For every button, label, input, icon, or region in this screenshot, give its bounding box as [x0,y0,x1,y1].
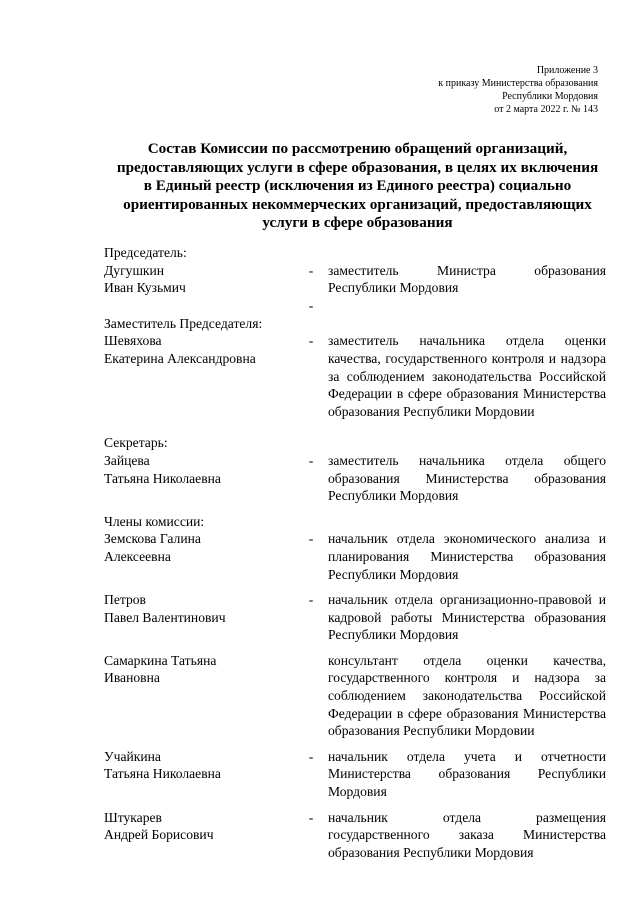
member-name-line: Штукарев [104,809,162,825]
member-position: начальник отдела размещения государственного заказа Министерства образования Республики Мордовия [328,809,606,860]
member-name [104,652,294,687]
document-title [100,140,615,233]
member-surname: Дугушкин [104,262,165,278]
member-name [104,332,294,367]
title-line: услуги в сфере образования [262,214,453,231]
member-position: заместитель Министра образования Республики Мордовия [328,262,606,296]
separator-dash: - [308,333,314,349]
member-given-names: Иван Кузьмич [104,280,186,296]
member-given-names: Екатерина Александровна [104,350,256,366]
chairman-heading: Председатель: [104,245,187,260]
member-name [104,530,294,565]
title-line: ориентированных некоммерческих организаций, предоставляющих [123,195,592,213]
member-name [104,591,294,626]
members-heading: Члены комиссии: [104,513,205,529]
appendix-number: Приложение 3 [536,65,598,76]
member-given-names: Татьяна Николаевна [104,470,221,486]
commission-member [104,652,608,740]
separator-dash: - [308,809,314,825]
appendix-date: от 2 марта 2022 г. № 143 [494,104,598,115]
separator-dash: - [308,297,314,313]
title-line: предоставляющих услуги в сфере образования, в целях их включения [116,158,599,176]
deputy-heading: Заместитель Председателя: [104,315,263,331]
appendix-republic: Республики Мордовия [502,91,598,102]
member-position: начальник отдела организационно-правовой и кадровой работы Министерства образования Республики Мордовия [328,592,606,643]
separator-dash: - [308,531,314,547]
member-name-line: Ивановна [104,670,160,686]
deputy-entry [104,332,608,420]
member-name [104,748,294,783]
member-name-line: Павел Валентинович [104,609,226,625]
member-name-line: Земскова Галина [104,531,201,547]
member-surname: Зайцева [104,452,150,468]
chairman-entry [104,262,608,297]
member-position: консультант отдела оценки качества, государственного контроля и надзора за соблюдением законодательства Российской Федерации в сфере образования Министерства образования Республики Мордовии [328,652,606,739]
appendix-order-ref: к приказу Министерства образования [438,78,598,89]
separator-dash: - [308,592,314,608]
member-name [104,809,294,844]
member-position: начальник отдела учета и отчетности Министерства образования Республики Мордовия [328,748,606,800]
member-position: заместитель начальника отдела оценки качества, государственного контроля и надзора за соблюдением законодательства Российской Федерации в сфере образования Министерства образования Республики Мордовии [328,333,606,419]
member-name-line: Андрей Борисович [104,827,214,843]
appendix-reference [338,64,598,116]
member-name [104,452,294,487]
commission-member [104,591,608,644]
separator-dash: - [308,452,314,468]
member-name-line: Татьяна Николаевна [104,766,221,782]
commission-member [104,530,608,583]
commission-roster [104,244,608,861]
secretary-entry [104,452,608,505]
blank-separator-row [104,297,608,315]
title-line: Состав Комиссии по рассмотрению обращений организаций, [147,140,568,157]
member-name-line: Самаркина Татьяна [104,652,217,668]
title-line: в Единый реестр (исключения из Единого реестра) социально [143,177,572,194]
member-position: начальник отдела экономического анализа и планирования Министерства образования Республики Мордовия [328,531,606,582]
commission-member [104,809,608,862]
separator-dash: - [308,262,314,278]
member-name-line: Учайкина [104,748,161,764]
member-name [104,262,294,297]
member-position: заместитель начальника отдела общего образования Министерства образования Республики Мордовия [328,452,606,504]
member-surname: Шевяхова [104,333,162,349]
separator-dash: - [308,748,314,764]
member-name-line: Алексеевна [104,548,171,564]
secretary-heading: Секретарь: [104,435,168,451]
member-name-line: Петров [104,592,146,608]
commission-member [104,748,608,801]
